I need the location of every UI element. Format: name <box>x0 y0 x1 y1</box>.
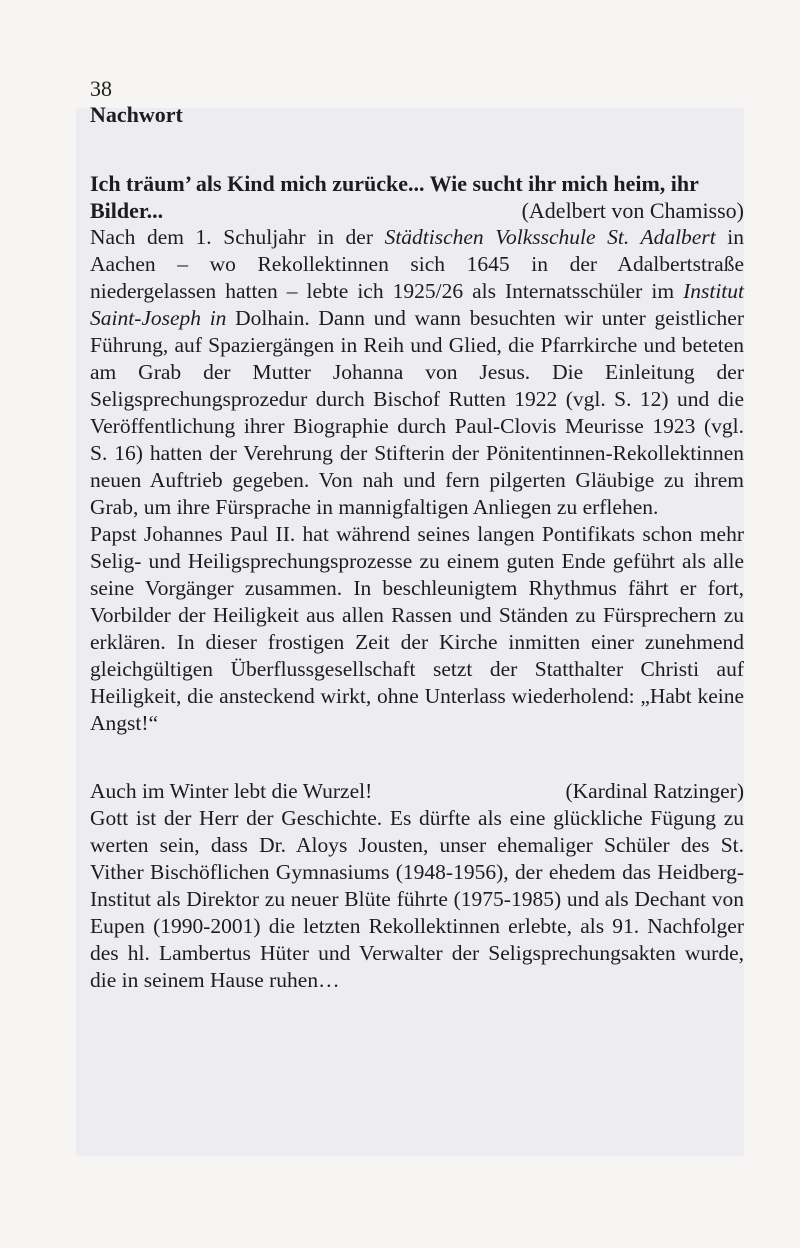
paragraph-1-text-b: in Aachen – wo Rekollektinnen sich 1645 in der Adalbertstraße niedergelassen hatten – lebte ich 1925/26 als Internatsschüler im <box>90 225 744 303</box>
book-page <box>90 76 744 994</box>
paragraph-1-text-c: Dolhain. Dann und wann besuchten wir unter geistlicher Führung, auf Spaziergängen in Reih und Glied, die Pfarrkirche und beteten am Grab der Mutter Johanna von Jesus. Die Einleitung der Seligsprechungsprozedur durch Bischof Rutten 1922 (vgl. S. 12) und die Veröffentlichung ihrer Biographie durch Paul-Clovis Meurisse 1923 (vgl. S. 16) hatten der Verehrung der Stifterin der Pönitentinnen-Rekollektinnen neuen Auftrieb gegeben. Von nah und fern pilgerten Gläubige zu ihrem Grab, um ihre Fürsprache in mannigfaltigen Anliegen zu erflehen. <box>90 306 744 519</box>
epigraph-line-2-text: Bilder... <box>90 198 164 223</box>
epigraph-attribution: (Adelbert von Chamisso) <box>521 198 744 223</box>
quote-2-text: Auch im Winter lebt die Wurzel! <box>90 779 373 803</box>
institute-name: Institut Saint-Joseph in <box>90 279 744 330</box>
paragraph-1 <box>90 224 744 521</box>
epigraph <box>90 170 744 224</box>
epigraph-line-1: Ich träum’ als Kind mich zurücke... Wie sucht ihr mich heim, ihr <box>90 171 699 196</box>
paragraph-2: Papst Johannes Paul II. hat während seines langen Pontifikats schon mehr Selig- und Heiligsprechungsprozesse zu einem guten Ende geführt als alle seine Vorgänger zusammen. In beschleunigtem Rhythmus fährt er fort, Vorbilder der Heiligkeit aus allen Rassen und Ständen zu Fürsprechern zu erklären. In dieser frostigen Zeit der Kirche inmitten einer zunehmend gleichgültigen Überflussgesellschaft setzt der Statthalter Christi auf Heiligkeit, die ansteckend wirkt, ohne Unterlass wiederholend: „Habt keine Angst!“ <box>90 522 744 735</box>
quote-2 <box>90 778 744 805</box>
paragraph-3: Gott ist der Herr der Geschichte. Es dürfte als eine glückliche Fügung zu werten sein, dass Dr. Aloys Jousten, unser ehemaliger Schüler des St. Vither Bischöflichen Gymnasiums (1948-1956), der ehedem das Heidberg-Institut als Direktor zu neuer Blüte führte (1975-1985) und als Dechant von Eupen (1990-2001) die letzten Rekollektinnen erlebte, als 91. Nachfolger des hl. Lambertus Hüter und Verwalter der Seligsprechungsakten wurde, die in seinem Hause ruhen… <box>90 806 744 992</box>
quote-2-attribution: (Kardinal Ratzinger) <box>565 779 744 803</box>
epigraph-line-2 <box>90 197 744 224</box>
school-name: Städtischen Volksschule St. Adalbert <box>384 225 716 249</box>
page-number: 38 <box>90 76 112 101</box>
chapter-title: Nachwort <box>90 102 183 127</box>
paragraph-1-text-a: Nach dem 1. Schuljahr in der <box>90 225 385 249</box>
